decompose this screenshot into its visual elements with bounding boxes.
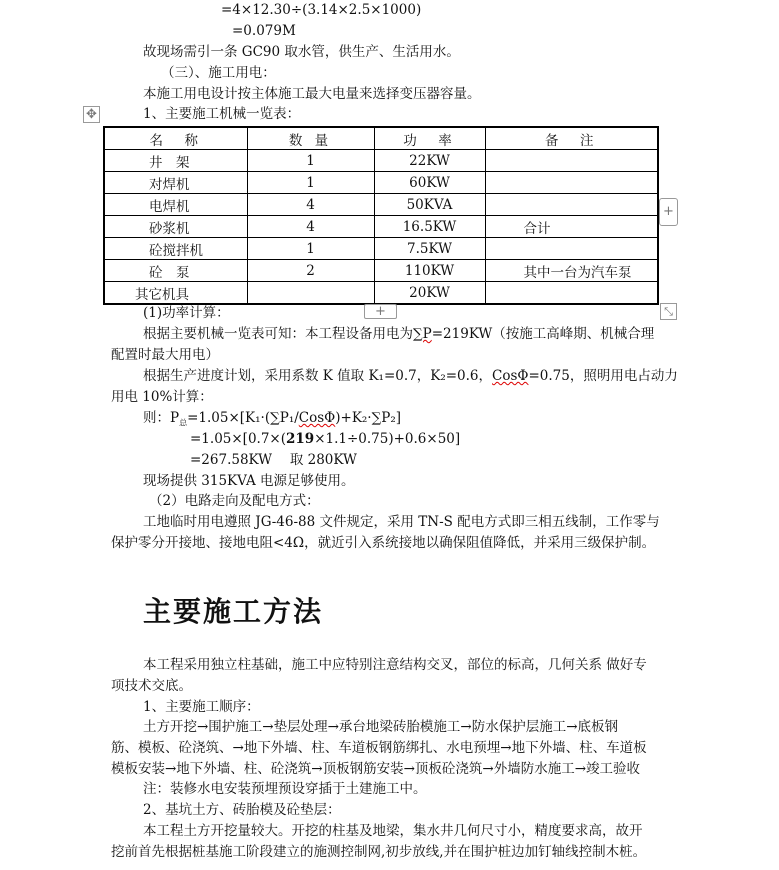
circuit-paragraph: 工地临时用电遵照 JG-46-88 文件规定，采用 TN-S 配电方式即三相五线制，工作零与 <box>143 514 660 530</box>
table-caption: 1、主要施工机械一览表： <box>143 106 301 122</box>
cell-power: 7.5KW <box>374 238 485 260</box>
cell-power: 60KW <box>374 172 485 194</box>
header-name: 名 称 <box>104 127 247 150</box>
section-intro: 本工程采用独立柱基础，施工中应特别注意结构交叉，部位的标高，几何关系 做好专 <box>143 657 647 673</box>
add-column-button[interactable]: + <box>659 198 678 226</box>
table-row <box>104 282 658 305</box>
cell-name: 对焊机 <box>104 172 247 194</box>
sequence-title: 1、主要施工顺序： <box>143 699 260 715</box>
cell-qty: 4 <box>247 194 374 216</box>
cell-note: 合计 <box>485 216 658 238</box>
cell-name: 其它机具 <box>104 282 247 305</box>
section-intro-cont: 项技术交底。 <box>111 678 192 694</box>
header-qty: 数 量 <box>247 127 374 150</box>
power-calc-paragraph-1-cont: 配置时最大用电） <box>111 347 219 363</box>
cell-qty: 1 <box>247 150 374 172</box>
circuit-title: （2）电路走向及配电方式： <box>149 493 320 509</box>
cell-note <box>485 150 658 172</box>
table-row <box>104 260 658 282</box>
cell-qty: 4 <box>247 216 374 238</box>
cell-power: 16.5KW <box>374 216 485 238</box>
cell-name: 电焊机 <box>104 194 247 216</box>
cell-qty: 1 <box>247 172 374 194</box>
power-calc-paragraph-1: 根据主要机械一览表可知：本工程设备用电为∑P=219KW（按施工高峰期、机械合理 <box>143 326 655 342</box>
table-resize-handle-icon[interactable]: ⤡ <box>660 303 677 320</box>
cell-power: 20KW <box>374 282 485 305</box>
sequence-line-3: 模板安装→地下外墙、柱、砼浇筑→顶板钢筋安装→顶板砼浇筑→外墙防水施工→竣工验收 <box>111 761 641 777</box>
cell-qty <box>247 282 374 305</box>
cell-name: 井 架 <box>104 150 247 172</box>
cell-power: 22KW <box>374 150 485 172</box>
table-move-handle-icon[interactable]: ✥ <box>83 106 100 123</box>
circuit-paragraph-cont: 保护零分开接地、接地电阻<4Ω，就近引入系统接地以确保阻值降低，并采用三级保护制。 <box>111 535 656 551</box>
cell-name: 砼 泵 <box>104 260 247 282</box>
earthwork-paragraph: 本工程土方开挖量较大。开挖的柱基及地梁，集水井几何尺寸小，精度要求高，故开 <box>143 823 643 839</box>
power-calc-title: (1)功率计算： <box>143 305 230 321</box>
formula-result: =267.58KW 取 280KW <box>190 452 357 468</box>
sequence-line-1: 土方开挖→围护施工→垫层处理→承台地梁砖胎模施工→防水保护层施工→底板钢 <box>143 719 619 735</box>
paragraph-water: 故现场需引一条 GC90 取水管，供生产、生活用水。 <box>143 44 460 60</box>
cell-note <box>485 194 658 216</box>
subheading-power: （三）、施工用电： <box>161 65 276 81</box>
header-note: 备 注 <box>485 127 658 150</box>
cell-power: 50KVA <box>374 194 485 216</box>
earthwork-title: 2、基坑土方、砖胎模及砼垫层： <box>143 802 341 818</box>
cell-name: 砂浆机 <box>104 216 247 238</box>
install-note: 注：装修水电安装预埋预设穿插于土建施工中。 <box>143 781 427 797</box>
power-calc-paragraph-2-cont: 用电 10%计算： <box>111 389 213 405</box>
header-power: 功 率 <box>374 127 485 150</box>
table-row <box>104 172 658 194</box>
paragraph-power-design: 本施工用电设计按主体施工最大电量来选择变压器容量。 <box>143 86 481 102</box>
cell-qty: 2 <box>247 260 374 282</box>
formula-total-power: 则：$P_总=1.05\times[K_1\cdot(\sum P_1/Cos\Phi)+K_2\cdot\sum P_2]$ <box>143 410 402 428</box>
formula-line-1: =4×12.30÷(3.14×2.5×1000) <box>221 2 422 18</box>
table-row <box>104 150 658 172</box>
add-row-button[interactable]: + <box>364 304 397 319</box>
formula-step-2: =1.05×[0.7×(219×1.1÷0.75)+0.6×50] <box>190 431 461 447</box>
machine-table <box>103 126 659 305</box>
table-row <box>104 194 658 216</box>
table-header-row <box>104 127 658 150</box>
cell-note <box>485 238 658 260</box>
formula-line-2: =0.079M <box>232 23 296 39</box>
cell-qty: 1 <box>247 238 374 260</box>
cell-note <box>485 282 658 305</box>
table-row <box>104 216 658 238</box>
power-supply-note: 现场提供 315KVA 电源足够使用。 <box>143 473 355 489</box>
section-heading: 主要施工方法 <box>143 595 324 628</box>
sequence-line-2: 筋、模板、砼浇筑、→地下外墙、柱、车道板钢筋绑扎、水电预埋→地下外墙、柱、车道板 <box>111 740 647 756</box>
cell-name: 砼搅拌机 <box>104 238 247 260</box>
cell-note: 其中一台为汽车泵 <box>485 260 658 282</box>
cell-power: 110KW <box>374 260 485 282</box>
earthwork-paragraph-cont: 挖前首先根据桩基施工阶段建立的施测控制网,初步放线,并在围护桩边加钉轴线控制木桩。 <box>111 844 647 860</box>
power-calc-paragraph-2: 根据生产进度计划，采用系数 K 值取 K₁=0.7，K₂=0.6，CosΦ=0.75，照明用电占动力 <box>143 368 678 384</box>
cell-note <box>485 172 658 194</box>
table-row <box>104 238 658 260</box>
